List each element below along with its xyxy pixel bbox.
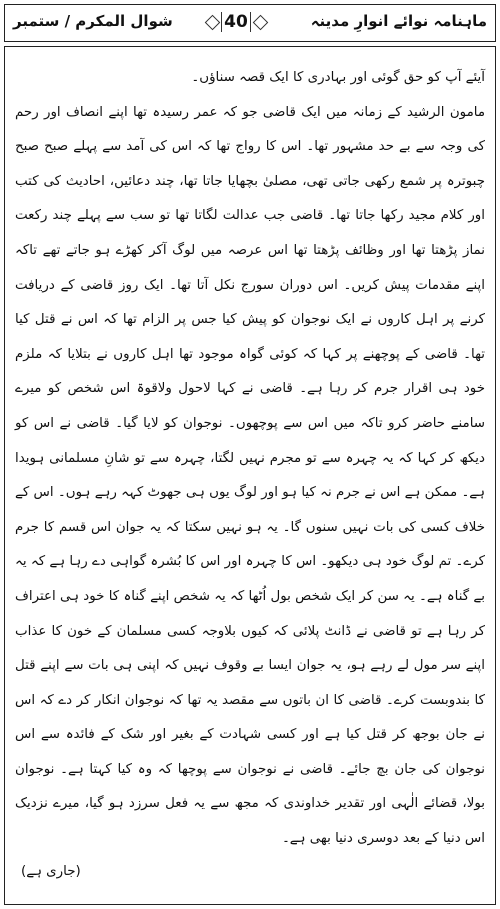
ornament-icon	[205, 15, 219, 29]
issue-label: شوال المکرم / ستمبر	[13, 12, 173, 30]
page-header	[4, 4, 496, 42]
magazine-title: ماہنامہ نوائے انوارِ مدینہ	[310, 12, 487, 30]
ornament-icon	[253, 15, 267, 29]
article-content	[4, 46, 496, 905]
continued-label: (جاری ہے)	[21, 863, 81, 879]
article-body: مامون الرشید کے زمانہ میں ایک قاضی جو کہ عمر رسیدہ تھا اپنے انصاف اور رحم کی وجہ سے بے حد مشہور تھا۔ اس کا رواج تھا کہ اس کی آمد سے پہلے صبح صبح چبوترہ پر شمع رکھی جاتی تھی، مصلیٰ بچھایا جاتا تھا، چند دعائیں، احادیث کی کتب اور کلام مجید رکھا جاتا تھا۔ قاضی جب عدالت لگاتا تھا تو سب سے پہلے چند رکعت نماز پڑھتا تھا اور وظائف پڑھتا تھا اس عرصہ میں لوگ آکر کھڑے ہو جاتے تھے تاکہ اپنے مقدمات پیش کریں۔ اس دوران سورج نکل آتا تھا۔ ایک روز قاضی کے دریافت کرنے پر اہل کاروں نے ایک نوجوان کو پیش کیا جس پر الزام تھا کہ اس نے قتل کیا تھا۔ قاضی کے پوچھنے پر کہا کہ کوئی گواہ موجود تھا اہل کاروں نے بتلایا کہ ملزم خود ہی اقرار جرم کر رہا ہے۔ قاضی نے کہا لاحول ولاقوۃ اس شخص کو میرے سامنے حاضر کرو تاکہ میں اس سے پوچھوں۔ نوجوان کو لایا گیا۔ قاضی نے اس کو دیکھ کر کہا کہ یہ چہرہ سے تو مجرم نہیں لگتا، چہرہ سے تو شانِ مسلمانی ہویدا ہے۔ ممکن ہے اس نے جرم نہ کیا ہو اور لوگ یوں ہی جھوٹ کہہ رہے ہوں۔ اس کے خلاف کسی کی بات نہیں سنوں گا۔ یہ ہو نہیں سکتا کہ یہ جوان اس قسم کا جرم کرے۔ تم لوگ خود ہی دیکھو۔ اس کا چہرہ اور اس کا بُشرہ گواہی دے رہا ہے کہ یہ بے گناہ ہے۔ یہ سن کر ایک شخص بول اُٹھا کہ یہ شخص اپنے گناہ کا خود ہی اعتراف کر رہا ہے تو قاضی نے ڈانٹ پلائی کہ کیوں بلاوجہ کسی مسلمان کے خون کا عذاب اپنے سر مول لے رہے ہو، یہ جوان ایسا بے وقوف نہیں کہ اپنی ہی بات سے اپنے قتل کا بندوبست کرے۔ قاضی کا ان باتوں سے مقصد یہ تھا کہ نوجوان انکار کر دے کہ اس نے جان بوجھ کر قتل کیا ہے اور کسی شہادت کے بغیر اور شک کے فائدہ سے اس نوجوان کی جان بچ جائے۔ قاضی نے نوجوان سے پوچھا کہ وہ کیا کہتا ہے۔ نوجوان بولا، قضائے الٰہی اور تقدیر خداوندی کہ مجھ سے یہ فعل سرزد ہو گیا، میرے نزدیک اس دنیا کے بعد دوسری دنیا بھی ہے۔	[15, 104, 485, 847]
article-text	[15, 61, 485, 857]
page-number: 40	[221, 12, 251, 32]
article-intro: آیئے آپ کو حق گوئی اور بہادری کا ایک قصہ سناؤں۔	[191, 70, 485, 85]
page-number-box	[201, 8, 271, 36]
